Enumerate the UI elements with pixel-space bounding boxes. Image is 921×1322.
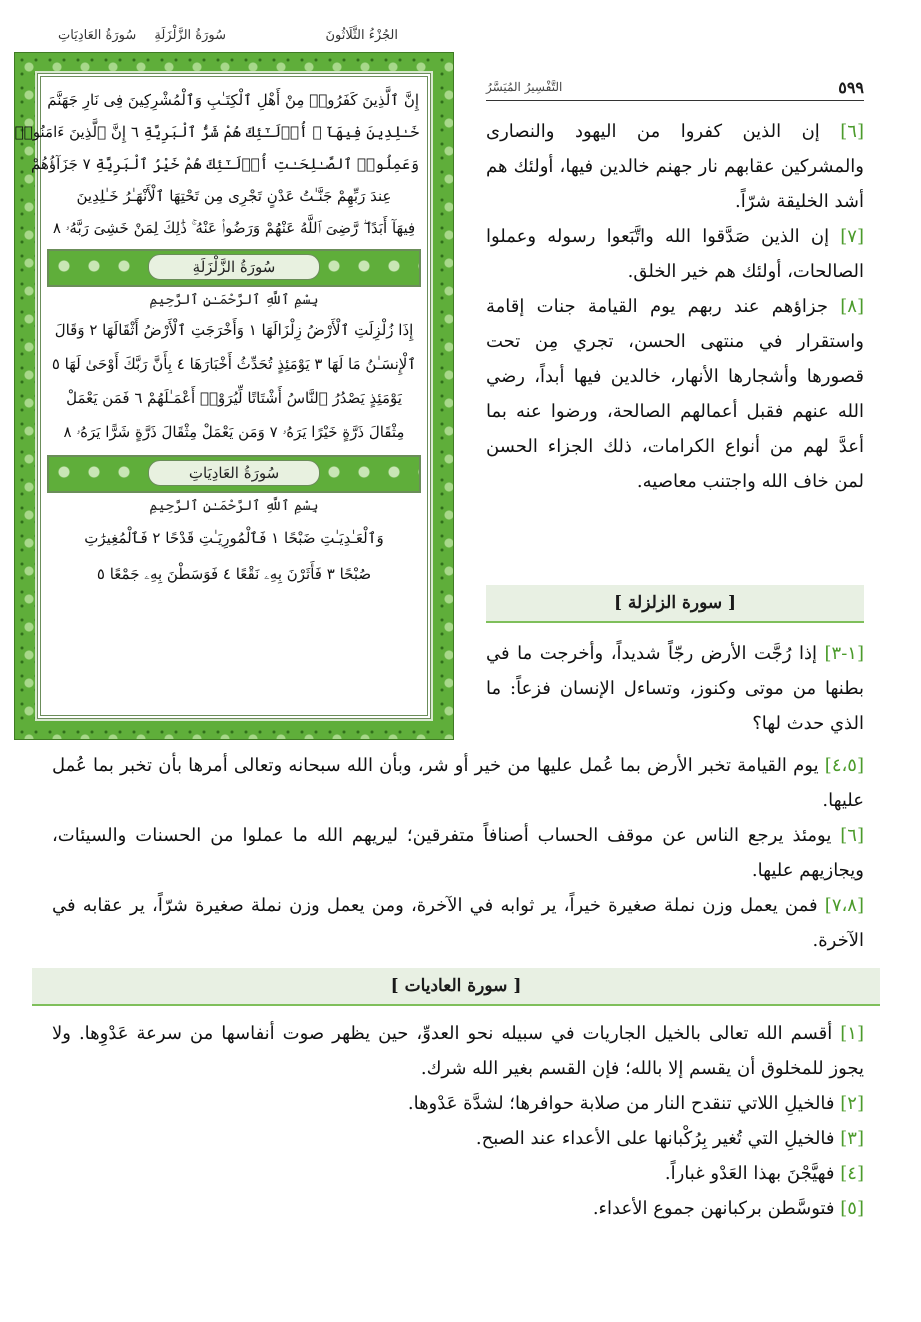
verse-number: [٢] (840, 1093, 864, 1114)
section-header-adiyat: [ سورة العاديات ] (32, 968, 880, 1006)
verse-number: [١-٣] (824, 643, 864, 664)
basmala: بِسْمِ ٱللَّهِ ٱلرَّحْمَـٰنِ ٱلرَّحِيمِ (149, 292, 319, 308)
quran-line: فِيهَآ أَبَدًا ۖ رَّضِىَ ٱللَّهُ عَنْهُمْ وَرَضُوا۟ عَنْهُ ۚ ذَٰلِكَ لِمَنْ خَشِىَ رَبَّهُۥ ٨ (52, 219, 416, 237)
tafsir-text: إن الذين صَدَّقوا الله واتَّبَعوا رسوله وعملوا الصالحات، أولئك هم خير الخلق. (486, 226, 864, 282)
tafsir-text: فمن يعمل وزن نملة صغيرة خيراً، ير ثوابه في الآخرة، ومن يعمل وزن نملة صغيرة شرّاً، ير عقابه في الآخرة. (52, 895, 864, 951)
quran-line: وَٱلْعَـٰدِيَـٰتِ ضَبْحًا ١ فَٱلْمُورِيَـٰتِ قَدْحًا ٢ فَٱلْمُغِيرَٰتِ (84, 529, 384, 547)
tafsir-header (486, 78, 864, 101)
tafsir-zalzalah-wide (52, 748, 864, 958)
quran-line: إِنَّ ٱلَّذِينَ كَفَرُوا۟ مِنْ أَهْلِ ٱلْكِتَـٰبِ وَٱلْمُشْرِكِينَ فِى نَارِ جَهَنَّمَ (47, 91, 419, 109)
surah-banner-zalzalah (47, 249, 421, 287)
tafsir-paragraph (486, 114, 864, 219)
quran-line: خَـٰلِدِينَ فِيهَآ ۚ أُو۟لَـٰٓئِكَ هُمْ شَرُّ ٱلْبَرِيَّةِ ٦ إِنَّ ٱلَّذِينَ ءَامَنُوا۟ (14, 123, 419, 141)
tafsir-adiyat (52, 1016, 864, 1226)
surah-label-adiyat: سُورَةُ العَادِيَاتِ (58, 28, 137, 43)
juz-label: الجُزْءُ الثَّلَاثُونَ (325, 28, 398, 43)
tafsir-text: يوم القيامة تخبر الأرض بما عُمل عليها من خير أو شر، وبأن الله سبحانه وتعالى أمرها بأن تخبر بما عُمل عليها. (52, 755, 864, 811)
verse-number: [٤] (840, 1163, 864, 1184)
surah-label-zalzalah: سُورَةُ الزَّلْزَلَةِ (154, 28, 226, 43)
tafsir-text: فالخيلِ التي تُغير بِرُكْبانها على الأعداء عند الصبح. (475, 1128, 835, 1149)
verse-number: [٦] (840, 825, 864, 846)
tafsir-paragraph (486, 219, 864, 289)
basmala: بِسْمِ ٱللَّهِ ٱلرَّحْمَـٰنِ ٱلرَّحِيمِ (149, 498, 319, 514)
quran-line: صُبْحًا ٣ فَأَثَرْنَ بِهِۦ نَقْعًا ٤ فَوَسَطْنَ بِهِۦ جَمْعًا ٥ (96, 565, 372, 583)
tafsir-bayyinah (486, 114, 864, 499)
surah-title-adiyat: سُورَةُ العَادِيَاتِ (148, 460, 320, 486)
tafsir-text: جزاؤهم عند ربهم يوم القيامة جنات إقامة واستقرار في منتهى الحسن، تجري مِن تحت قصورها وأشجارها الأنهار، خالدين فيها أبداً، رضي الله عنهم فقبل أعمالهم الصالحة، ورضوا عنه بما أعدَّ لهم من أنواع الكرامات، ذلك الجزاء الحسن لمن خاف الله واجتنب معاصيه. (486, 296, 864, 492)
verse-number: [٦] (840, 121, 864, 142)
verse-number: [٨] (840, 296, 864, 317)
tafsir-paragraph (52, 748, 864, 818)
verse-number: [٤،٥] (824, 755, 865, 776)
tafsir-paragraph (52, 1156, 864, 1191)
tafsir-text: يومئذ يرجع الناس عن موقف الحساب أصنافاً متفرقين؛ ليريهم الله ما عملوا من الحسنات والسيئات، ويجازيهم عليها. (52, 825, 864, 881)
surah-banner-adiyat (47, 455, 421, 493)
verse-number: [٥] (840, 1198, 864, 1219)
tafsir-paragraph (52, 1191, 864, 1226)
tafsir-paragraph (52, 1016, 864, 1086)
mushaf-frame (14, 52, 454, 740)
verse-number: [٧،٨] (824, 895, 864, 916)
section-header-zalzalah: [ سورة الزلزلة ] (486, 585, 864, 623)
verse-number: [٣] (840, 1128, 864, 1149)
tafsir-text: فتوسَّطن بركبانهن جموع الأعداء. (592, 1198, 835, 1219)
book-title: التَّفْسِيرُ المُيَسَّرُ (486, 80, 563, 94)
tafsir-zalzalah-narrow (486, 636, 864, 741)
mushaf-text-area (14, 73, 431, 719)
quran-line: إِذَا زُلْزِلَتِ ٱلْأَرْضُ زِلْزَالَهَا ١ وَأَخْرَجَتِ ٱلْأَرْضُ أَثْقَالَهَا ٢ وَقَالَ (54, 321, 414, 339)
tafsir-text: إذا رُجَّت الأرض رجّاً شديداً، وأخرجت ما في بطنها من موتى وكنوز، وتساءل الإنسان فزعاً: ما الذي حدث لها؟ (486, 643, 864, 734)
running-header (28, 28, 434, 48)
tafsir-paragraph (52, 888, 864, 958)
verse-number: [١] (840, 1023, 864, 1044)
surah-title-zalzalah: سُورَةُ الزَّلْزَلَةِ (148, 254, 320, 280)
quran-line: عِندَ رَبِّهِمْ جَنَّـٰتُ عَدْنٍ تَجْرِى مِن تَحْتِهَا ٱلْأَنْهَـٰرُ خَـٰلِدِينَ (76, 187, 392, 205)
tafsir-text: فالخيلِ اللاتي تنقدح النار من صلابة حوافرها؛ لشدَّة عَدْوها. (407, 1093, 835, 1114)
quran-line: وَعَمِلُوا۟ ٱلصَّـٰلِحَـٰتِ أُو۟لَـٰٓئِكَ هُمْ خَيْرُ ٱلْبَرِيَّةِ ٧ جَزَآؤُهُمْ (31, 155, 419, 173)
tafsir-paragraph (486, 636, 864, 741)
quran-line: يَوْمَئِذٍ يَصْدُرُ ٱلنَّاسُ أَشْتَاتًا لِّيُرَوْا۟ أَعْمَـٰلَهُمْ ٦ فَمَن يَعْمَلْ (66, 389, 402, 407)
tafsir-paragraph (52, 1121, 864, 1156)
quran-line: مِثْقَالَ ذَرَّةٍ خَيْرًا يَرَهُۥ ٧ وَمَن يَعْمَلْ مِثْقَالَ ذَرَّةٍ شَرًّا يَرَهُۥ ٨ (63, 423, 405, 441)
tafsir-paragraph (52, 1086, 864, 1121)
verse-number: [٧] (840, 226, 864, 247)
tafsir-paragraph (52, 818, 864, 888)
tafsir-text: فهيَّجْنَ بهذا العَدْو غباراً. (664, 1163, 835, 1184)
quran-line: ٱلْإِنسَـٰنُ مَا لَهَا ٣ يَوْمَئِذٍ تُحَدِّثُ أَخْبَارَهَا ٤ بِأَنَّ رَبَّكَ أَوْحَىٰ لَهَا ٥ (51, 355, 417, 373)
tafsir-text: أقسم الله تعالى بالخيل الجاريات في سبيله نحو العدوِّ، حين يظهر صوت أنفاسها من سرعة عَدْوِها. ولا يجوز للمخلوق أن يقسم إلا بالله؛ فإن القسم بغير الله شرك. (52, 1023, 864, 1079)
tafsir-paragraph (486, 289, 864, 499)
page-number: ٥٩٩ (838, 78, 864, 97)
tafsir-text: إن الذين كفروا من اليهود والنصارى والمشركين عقابهم نار جهنم خالدين فيها، أولئك هم أشد الخليقة شرّاً. (486, 121, 864, 212)
